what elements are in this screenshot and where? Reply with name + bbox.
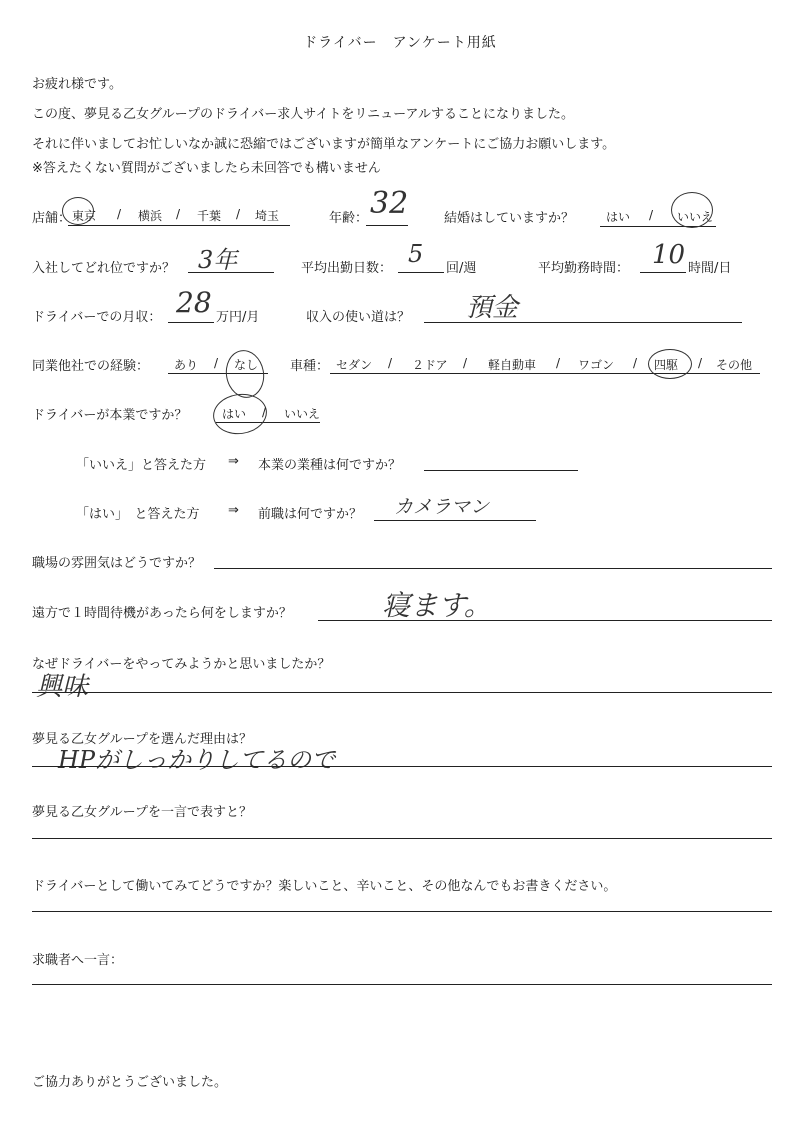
if-no-underline [424,470,578,471]
waiting-answer[interactable]: 寝ます。 [382,589,492,622]
experience-label: 同業他社での経験： [32,359,150,374]
one-word-question: 夢見る乙女グループを一言で表すと？ [32,805,252,820]
message-underline [32,984,772,985]
married-option-yes[interactable]: はい [606,210,631,224]
closing-text: ご協力ありがとうございました。 [32,1075,228,1090]
car-type-underline [330,373,760,374]
avg-days-unit: 回/週 [446,261,477,276]
experience-option-yes[interactable]: あり [174,358,199,372]
married-selected-circle [671,192,713,228]
avg-days-underline [398,272,444,273]
experience-sep: / [214,356,219,370]
car-sep-1: / [388,356,393,370]
waiting-question: 遠方で１時間待機があったら何をしますか？ [32,606,292,621]
impression-question: ドライバーとして働いてみてどうですか？楽しいこと、辛いこと、その他なんでもお書きください。 [32,879,617,894]
income-use-underline [424,322,742,323]
if-yes-answer[interactable]: カメラマン [394,496,490,518]
car-option-4wd[interactable]: 四駆 [654,358,679,372]
age-underline [366,225,408,226]
main-job-option-no[interactable]: いいえ [284,407,321,421]
car-sep-5: / [698,356,703,370]
intro-line-4: ※答えたくない質問がございましたら未回答でも構いません [32,161,381,176]
intro-line-3: それに伴いましてお忙しいなか誠に恐縮ではございますが簡単なアンケートにご協力お願いします。 [32,137,616,152]
atmosphere-question: 職場の雰囲気はどうですか？ [32,556,202,571]
car-sep-2: / [463,356,468,370]
if-yes-arrow: ⇒ [228,503,239,518]
monthly-income-unit: 万円/月 [216,310,260,325]
one-word-underline [32,838,772,839]
impression-underline [32,911,772,912]
car-option-wagon[interactable]: ワゴン [578,358,615,372]
store-sep-3: / [236,207,241,221]
tenure-label: 入社してどれ位ですか？ [32,261,176,276]
avg-hours-label: 平均勤務時間： [538,261,630,276]
tenure-underline [188,272,274,273]
monthly-income-label: ドライバーでの月収： [32,310,162,325]
car-type-label: 車種： [290,359,330,374]
message-question: 求職者へ一言： [32,953,124,968]
if-yes-question: 前職は何ですか？ [258,507,363,522]
avg-hours-unit: 時間/日 [688,261,732,276]
why-driver-underline [32,692,772,693]
tenure-answer[interactable]: 3年 [198,246,238,274]
married-sep: / [649,208,654,222]
intro-line-2: この度、夢見る乙女グループのドライバー求人サイトをリニューアルすることになりました。 [32,107,574,122]
income-use-answer[interactable]: 預金 [466,293,519,323]
main-job-option-yes[interactable]: はい [222,407,247,421]
income-use-label: 収入の使い道は？ [306,310,411,325]
car-option-other[interactable]: その他 [716,358,753,372]
store-underline [68,225,290,226]
age-answer[interactable]: 32 [370,186,409,221]
avg-days-answer[interactable]: 5 [408,240,424,268]
monthly-income-answer[interactable]: 28 [176,286,212,319]
car-selected-circle [648,349,692,379]
if-yes-underline [374,520,536,521]
car-option-kei[interactable]: 軽自動車 [488,358,537,372]
avg-hours-answer[interactable]: 10 [652,240,686,270]
avg-hours-underline [640,272,686,273]
main-job-sep: / [262,405,267,419]
why-driver-question: なぜドライバーをやってみようかと思いましたか？ [32,657,331,672]
why-group-underline [32,766,772,767]
store-sep-1: / [117,207,122,221]
store-label: 店舗： [32,211,72,226]
car-sep-4: / [633,356,638,370]
married-option-no[interactable]: いいえ [677,210,714,224]
car-sep-3: / [556,356,561,370]
married-label: 結婚はしていますか？ [444,211,575,226]
avg-days-label: 平均出勤日数： [301,261,393,276]
main-job-label: ドライバーが本業ですか？ [32,408,188,423]
store-selected-circle [62,197,97,225]
if-yes-prefix: 「はい」 と答えた方 [76,507,200,522]
waiting-underline [318,620,772,621]
store-option-tokyo[interactable]: 東京 [72,209,97,223]
experience-option-no[interactable]: なし [234,358,259,372]
monthly-income-underline [168,322,214,323]
form-title: ドライバー アンケート用紙 [303,35,497,51]
intro-line-1: お疲れ様です。 [32,77,122,92]
car-option-sedan[interactable]: セダン [336,358,373,372]
why-driver-answer[interactable]: 興味 [36,672,89,702]
store-option-saitama[interactable]: 埼玉 [255,209,280,223]
car-option-2door[interactable]: ２ドア [412,358,448,372]
why-group-question: 夢見る乙女グループを選んだ理由は？ [32,732,252,747]
if-no-question: 本業の業種は何ですか？ [258,458,402,473]
main-job-selected-circle [210,390,269,437]
store-option-yokohama[interactable]: 横浜 [138,209,163,223]
store-option-chiba[interactable]: 千葉 [197,209,222,223]
if-no-arrow: ⇒ [228,454,239,469]
if-no-prefix: 「いいえ」と答えた方 [76,458,207,473]
atmosphere-underline [214,568,772,569]
store-sep-2: / [176,207,181,221]
age-label: 年齢： [329,211,369,226]
why-group-answer[interactable]: HPがしっかりしてるので [58,746,336,774]
